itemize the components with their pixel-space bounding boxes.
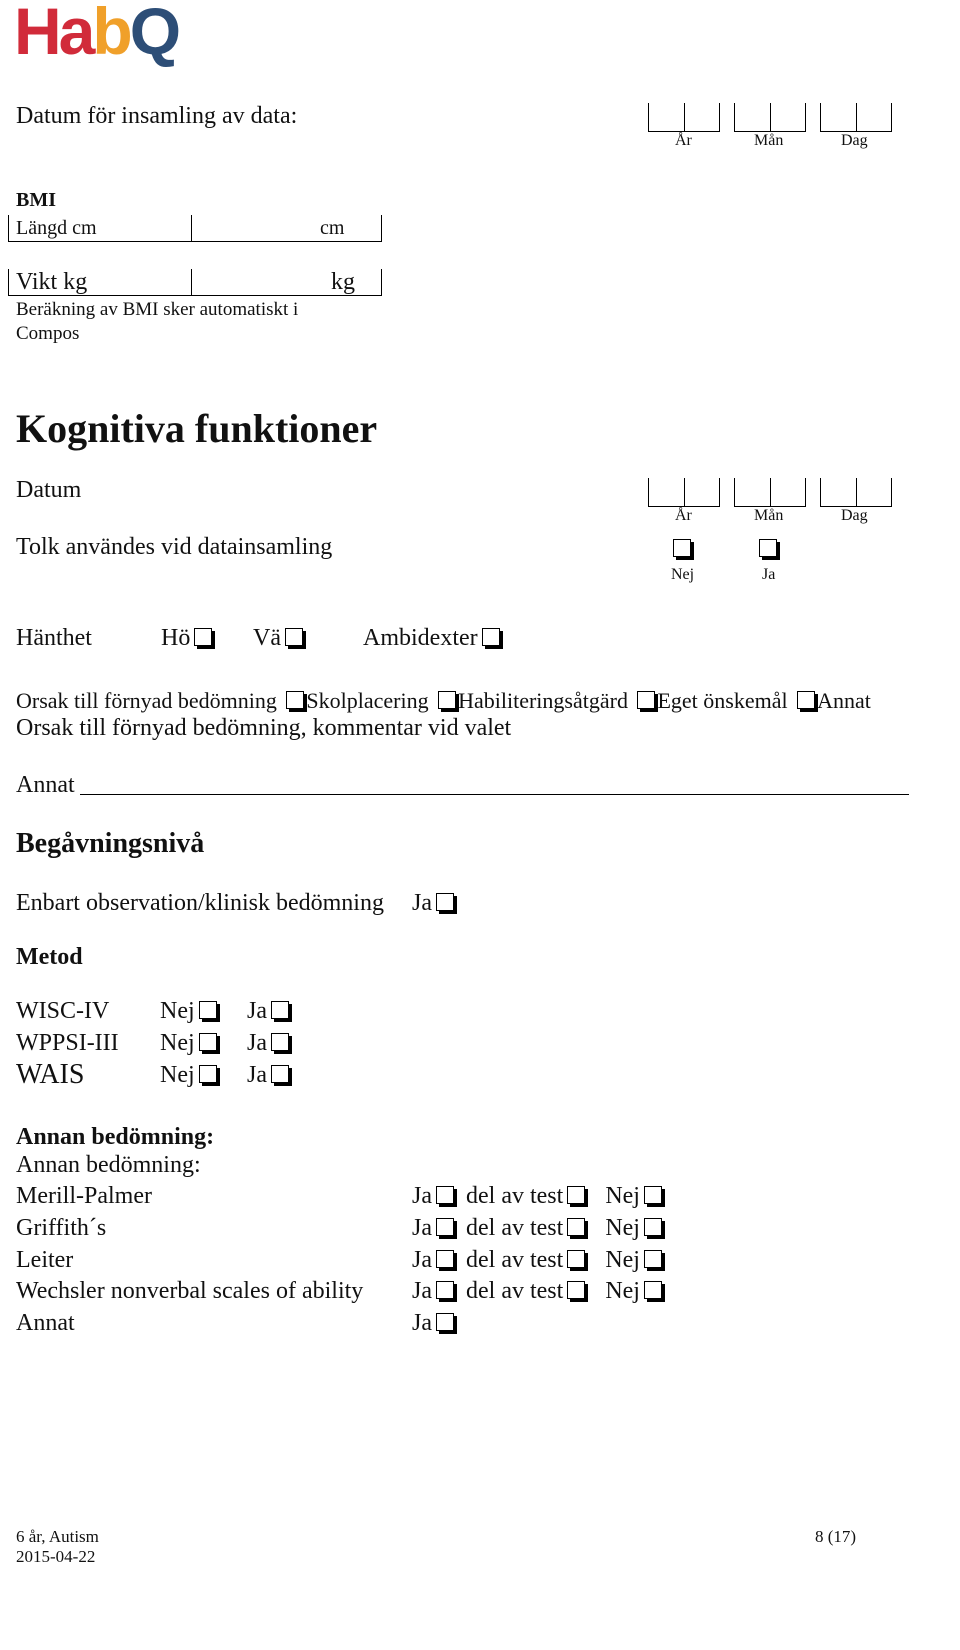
weight-label: Vikt kg — [16, 269, 88, 295]
method-wppsi-name: WPPSI-III — [16, 1030, 119, 1056]
cog-date-month-field[interactable] — [734, 478, 806, 507]
test-other-yes-checkbox[interactable] — [436, 1313, 454, 1331]
test-wechsler-no-label: Nej — [605, 1278, 640, 1304]
footer-date: 2015-04-22 — [16, 1547, 96, 1566]
data-date-day-label: Dag — [841, 132, 868, 149]
test-griffith-yes-checkbox[interactable] — [436, 1218, 454, 1236]
test-wechsler-no-checkbox[interactable] — [644, 1281, 662, 1299]
method-wppsi-yes-label: Ja — [247, 1030, 267, 1056]
data-date-year-label: År — [675, 132, 692, 149]
other-label: Annat — [16, 772, 75, 798]
footer-page-number: 8 (17) — [815, 1527, 857, 1546]
hand-ambi-label: Ambidexter — [363, 625, 478, 651]
reason-own-wish-label: Eget önskemål — [657, 688, 788, 713]
weight-unit: kg — [331, 269, 355, 295]
method-wisc-no-checkbox[interactable] — [199, 1001, 217, 1019]
test-wechsler-yes-label: Ja — [412, 1278, 432, 1304]
cog-date-month-label: Mån — [754, 507, 784, 524]
reason-other-checkbox[interactable] — [797, 691, 815, 709]
test-merill-options — [412, 1183, 668, 1210]
method-wisc-yes — [247, 998, 295, 1025]
cog-date-day-field[interactable] — [820, 478, 892, 507]
method-wais-no — [160, 1062, 223, 1089]
other-assessment-heading: Annan bedömning: — [16, 1124, 215, 1150]
method-wais-no-checkbox[interactable] — [199, 1065, 217, 1083]
method-wppsi-no-checkbox[interactable] — [199, 1033, 217, 1051]
reason-other-label: Annat — [817, 688, 871, 713]
test-griffith-options — [412, 1215, 668, 1242]
hand-left-option — [253, 625, 309, 652]
habq-logo — [14, 0, 179, 68]
method-wisc-yes-label: Ja — [247, 998, 267, 1024]
hand-left-checkbox[interactable] — [285, 628, 303, 646]
length-unit: cm — [320, 217, 345, 239]
observation-yes-label: Ja — [412, 890, 432, 916]
test-merill-no-label: Nej — [605, 1183, 640, 1209]
reason-label: Orsak till förnyad bedömning — [16, 688, 277, 713]
method-wais-yes — [247, 1062, 295, 1089]
ability-heading: Begåvningsnivå — [16, 828, 205, 859]
cognitive-title: Kognitiva funktioner — [16, 406, 378, 451]
test-leiter-no-checkbox[interactable] — [644, 1250, 662, 1268]
other-input-line[interactable] — [80, 794, 909, 795]
hand-ambi-checkbox[interactable] — [482, 628, 500, 646]
reason-school-label: Skolplacering — [306, 688, 429, 713]
test-griffith-no-checkbox[interactable] — [644, 1218, 662, 1236]
other-assessment-subheading: Annan bedömning: — [16, 1152, 201, 1178]
test-wechsler-partial-checkbox[interactable] — [567, 1281, 585, 1299]
reason-row — [16, 688, 871, 714]
bmi-note-line2: Compos — [16, 323, 80, 344]
test-merill-partial-label: del av test — [466, 1183, 564, 1209]
interpreter-yes-label: Ja — [762, 566, 776, 583]
reason-comment-label: Orsak till förnyad bedömning, kommentar vid valet — [16, 715, 512, 741]
test-griffith-partial-label: del av test — [466, 1215, 564, 1241]
test-wechsler-name: Wechsler nonverbal scales of ability — [16, 1278, 364, 1304]
cog-date-year-label: År — [675, 507, 692, 524]
method-wisc-no-label: Nej — [160, 998, 195, 1024]
logo-part-1: Ha — [14, 0, 93, 68]
method-wppsi-yes-checkbox[interactable] — [271, 1033, 289, 1051]
logo-part-2: b — [92, 0, 130, 68]
method-wais-yes-checkbox[interactable] — [271, 1065, 289, 1083]
interpreter-label: Tolk användes vid datainsamling — [16, 534, 333, 560]
cog-date-label: Datum — [16, 477, 82, 503]
data-date-month-label: Mån — [754, 132, 784, 149]
test-other-yes-label: Ja — [412, 1310, 432, 1336]
method-wais-yes-label: Ja — [247, 1062, 267, 1088]
test-merill-yes-label: Ja — [412, 1183, 432, 1209]
test-merill-name: Merill-Palmer — [16, 1183, 152, 1209]
method-wppsi-no — [160, 1030, 223, 1057]
interpreter-yes-checkbox[interactable] — [759, 539, 777, 557]
test-wechsler-options — [412, 1278, 668, 1305]
method-wppsi-no-label: Nej — [160, 1030, 195, 1056]
method-wais-no-label: Nej — [160, 1062, 195, 1088]
method-heading: Metod — [16, 944, 83, 970]
test-wechsler-yes-checkbox[interactable] — [436, 1281, 454, 1299]
test-other-name: Annat — [16, 1310, 75, 1336]
hand-ambi-option — [363, 625, 506, 652]
bmi-note-line1: Beräkning av BMI sker automatiskt i — [16, 299, 299, 320]
test-griffith-yes-label: Ja — [412, 1215, 432, 1241]
reason-own-wish-checkbox[interactable] — [637, 691, 655, 709]
test-merill-partial-checkbox[interactable] — [567, 1186, 585, 1204]
length-label: Längd cm — [16, 217, 97, 239]
hand-right-label: Hö — [161, 625, 191, 651]
observation-yes-option — [412, 890, 460, 917]
data-date-year-field[interactable] — [648, 103, 720, 132]
test-merill-no-checkbox[interactable] — [644, 1186, 662, 1204]
test-leiter-options — [412, 1247, 668, 1274]
hand-left-label: Vä — [253, 625, 281, 651]
method-wppsi-yes — [247, 1030, 295, 1057]
data-date-day-field[interactable] — [820, 103, 892, 132]
test-leiter-name: Leiter — [16, 1247, 74, 1273]
test-merill-yes-checkbox[interactable] — [436, 1186, 454, 1204]
cog-date-day-label: Dag — [841, 507, 868, 524]
test-leiter-yes-label: Ja — [412, 1247, 432, 1273]
bmi-heading: BMI — [16, 189, 56, 211]
hand-right-option — [161, 625, 218, 652]
test-griffith-name: Griffith´s — [16, 1215, 107, 1241]
test-leiter-no-label: Nej — [605, 1247, 640, 1273]
reason-school-checkbox[interactable] — [286, 691, 304, 709]
test-other-options — [412, 1310, 460, 1337]
test-leiter-partial-checkbox[interactable] — [567, 1250, 585, 1268]
interpreter-no-label: Nej — [671, 566, 695, 583]
method-wisc-yes-checkbox[interactable] — [271, 1001, 289, 1019]
observation-yes-checkbox[interactable] — [436, 893, 454, 911]
hand-right-checkbox[interactable] — [194, 628, 212, 646]
logo-part-3: Q — [129, 0, 179, 68]
test-leiter-partial-label: del av test — [466, 1247, 564, 1273]
method-wisc-no — [160, 998, 223, 1025]
method-wisc-name: WISC-IV — [16, 998, 110, 1024]
method-wais-name: WAIS — [16, 1059, 85, 1090]
interpreter-no-checkbox[interactable] — [673, 539, 691, 557]
reason-habilitation-checkbox[interactable] — [438, 691, 456, 709]
cog-date-year-field[interactable] — [648, 478, 720, 507]
test-griffith-partial-checkbox[interactable] — [567, 1218, 585, 1236]
footer-context: 6 år, Autism — [16, 1527, 99, 1546]
data-date-label: Datum för insamling av data: — [16, 103, 298, 129]
handedness-label: Hänthet — [16, 625, 92, 651]
test-griffith-no-label: Nej — [605, 1215, 640, 1241]
weight-field[interactable] — [8, 269, 382, 296]
data-date-month-field[interactable] — [734, 103, 806, 132]
observation-label: Enbart observation/klinisk bedömning — [16, 890, 384, 916]
test-leiter-yes-checkbox[interactable] — [436, 1250, 454, 1268]
reason-habilitation-label: Habiliteringsåtgärd — [458, 688, 628, 713]
test-wechsler-partial-label: del av test — [466, 1278, 564, 1304]
